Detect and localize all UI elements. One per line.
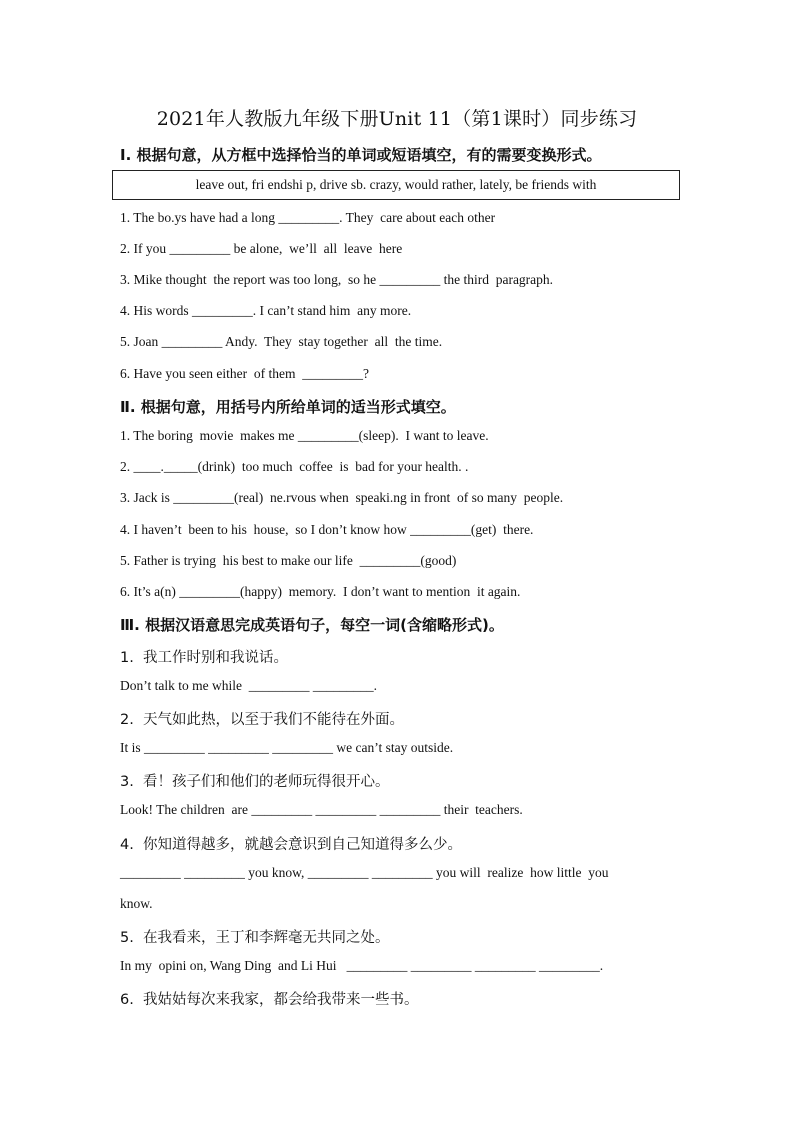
section2-item-2: 2. ____._____(drink) too much coffee is bad for your health. . — [120, 459, 469, 474]
section2-item-5: 5. Father is trying his best to make our life _________(good) — [120, 553, 457, 568]
section1-item-4: 4. His words _________. I can’t stand him any more. — [120, 303, 412, 318]
section2-heading: Ⅱ. 根据句意，用括号内所给单词的适当形式填空。 — [120, 398, 456, 416]
section1-item-2: 2. If you _________ be alone, we’ll all leave here — [120, 241, 403, 256]
section2-item-1: 1. The boring movie makes me _________(sleep). I want to leave. — [120, 428, 489, 443]
section3-item-4-english: _________ _________ you know, _________ _________ you will realize how little you — [120, 865, 609, 880]
section1-item-6: 6. Have you seen either of them _________? — [120, 366, 369, 381]
page-title: 2021年人教版九年级下册Unit 11（第1课时）同步练习 — [156, 108, 638, 130]
section2-item-6: 6. It’s a(n) _________(happy) memory. I don’t want to mention it again. — [120, 584, 521, 599]
section2-item-3: 3. Jack is _________(real) ne.rvous when speaki.ng in front of so many people. — [120, 490, 564, 505]
section3-item-6-chinese: 6. 我姑姑每次来我家，都会给我带来一些书。 — [120, 992, 419, 1008]
section1-item-3: 3. Mike thought the report was too long, so he _________ the third paragraph. — [120, 272, 554, 287]
section3-item-2-english: It is _________ _________ _________ we can’t stay outside. — [120, 740, 454, 755]
section3-item-1-chinese: 1. 我工作时别和我说话。 — [120, 650, 289, 666]
section2-item-4: 4. I haven’t been to his house, so I don’t know how _________(get) there. — [120, 522, 534, 537]
section1-item-1: 1. The bo.ys have had a long _________. They care about each other — [120, 210, 496, 225]
section3-item-1-english: Don’t talk to me while _________ _________. — [120, 678, 377, 693]
section3-item-4-english-cont: know. — [120, 896, 153, 911]
word-box: leave out, fri endshi p, drive sb. crazy, would rather, lately, be friends with — [112, 170, 680, 200]
section3-item-5-chinese: 5. 在我看来，王丁和李辉毫无共同之处。 — [120, 930, 390, 946]
section3-heading: Ⅲ. 根据汉语意思完成英语句子，每空一词(含缩略形式)。 — [120, 616, 504, 634]
section3-item-3-chinese: 3. 看！孩子们和他们的老师玩得很开心。 — [120, 774, 390, 790]
section1-heading: Ⅰ. 根据句意，从方框中选择恰当的单词或短语填空，有的需要变换形式。 — [120, 146, 602, 164]
section3-item-3-english: Look! The children are _________ _________ _________ their teachers. — [120, 802, 523, 817]
section1-item-5: 5. Joan _________ Andy. They stay together all the time. — [120, 334, 443, 349]
section3-item-2-chinese: 2. 天气如此热，以至于我们不能待在外面。 — [120, 712, 405, 728]
section3-item-4-chinese: 4. 你知道得越多，就越会意识到自己知道得多么少。 — [120, 837, 463, 853]
section3-item-5-english: In my opini on, Wang Ding and Li Hui _________ _________ _________ _________. — [120, 958, 604, 973]
